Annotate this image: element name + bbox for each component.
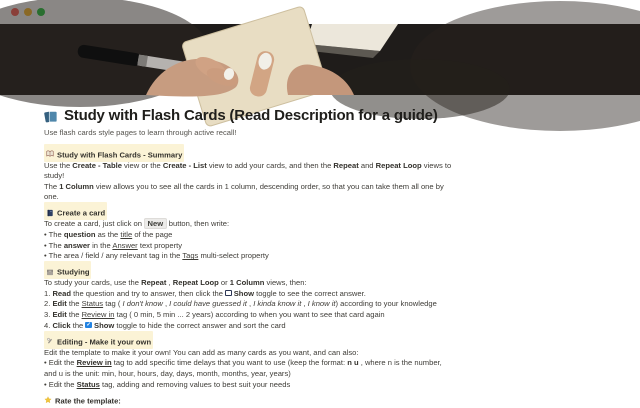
text-line [44,380,596,391]
page-content [0,95,640,406]
text-line [44,348,596,359]
text-segment: answer [63,240,90,250]
text-line [44,358,596,369]
text-segment: 1. [44,288,53,298]
text-segment: Edit [52,299,67,309]
card-box-icon [46,262,57,279]
section-heading: Studying [57,267,90,277]
text-segment: study! [44,171,65,181]
text-line [44,230,596,241]
tools-icon [46,331,57,348]
text-line [44,369,596,380]
text-segment: Show [94,320,115,330]
section-heading-row [44,393,596,406]
text-segment: Repeat [333,160,359,170]
text-segment: tag ( 0 min, 5 min ... 2 years) according to when you want to see that card again [114,310,385,320]
section-heading: Rate the template: [55,396,121,406]
text-line [44,241,596,252]
text-segment: question [63,229,96,239]
text-segment: n u [347,358,359,368]
text-segment: of the page [132,229,173,239]
text-segment: I could have guessed it [169,299,247,309]
text-segment: I kinda know it [253,299,302,309]
text-line [44,321,596,332]
text-segment: • Edit the [44,358,77,368]
text-segment: toggle to see the correct answer. [253,288,366,298]
section-heading: Editing - Make it your own [57,337,152,347]
text-segment: the [66,310,82,320]
text-segment: Status [81,299,104,309]
text-line [44,219,596,230]
text-segment: , [246,299,254,309]
text-segment: • The [44,229,64,239]
text-segment: tag ( [103,299,123,309]
text-segment: multi-select property [198,251,269,261]
checkbox-checked-icon [85,322,92,329]
text-segment: , [301,299,308,309]
text-segment: I don't know [122,299,163,309]
text-segment: the [70,320,86,330]
text-segment: • Edit the [44,379,77,389]
section-heading-row [44,206,596,219]
text-line [44,161,596,172]
text-line [44,182,596,193]
text-segment: tag, adding and removing values to best suit your needs [99,379,291,389]
section-heading-row [44,147,596,160]
text-segment: , where n is the number, [358,358,442,368]
text-segment: and u is the unit: min, hour, hours, day, days, month, months, year, years) [44,368,291,378]
text-line [44,251,596,262]
star-icon [44,390,55,407]
checkbox-unchecked-icon [225,290,232,297]
text-segment: button, then write: [166,219,230,229]
text-segment: Review in [76,358,112,368]
text-segment: Create - Table [72,160,122,170]
text-segment: Repeat [141,278,167,288]
text-segment: 1 Column [59,181,94,191]
text-segment: Create - List [162,160,207,170]
text-line [44,171,596,182]
section-heading: Create a card [57,208,106,218]
text-segment: toggle to hide the correct answer and sort the card [114,320,286,330]
text-segment: Answer [112,240,138,250]
text-line [44,278,596,289]
section-heading: Study with Flash Cards - Summary [57,150,183,159]
text-segment: • The area / field / any relevant tag in the [44,251,183,261]
text-segment: text property [137,240,183,250]
text-segment: 2. [44,299,53,309]
text-segment: as the [95,229,121,239]
text-segment: Click [52,320,71,330]
text-segment: • The [44,240,64,250]
text-segment: views, then: [264,278,307,288]
inline-code: New [144,218,167,229]
text-segment: one. [44,192,59,202]
text-segment: view to add your cards, and then the [206,160,334,170]
page-subtitle: Use flash cards style pages to learn through active recall! [44,128,237,137]
text-segment: The [44,181,60,191]
text-segment: in the [90,240,113,250]
text-line [44,289,596,300]
text-line [44,310,596,321]
text-segment: Repeat Loop [172,278,219,288]
text-segment: title [120,229,133,239]
section-heading-row [44,334,596,347]
text-segment: view or the [121,160,163,170]
text-segment: the [66,299,82,309]
text-segment: view allows you to see all the cards in 1 column, descending order, so that you can take them all one by [93,181,444,191]
page-title: Study with Flash Cards (Read Description for a guide) [64,107,438,124]
sections [44,147,596,406]
text-segment: Edit [52,310,67,320]
section-studying [44,265,596,331]
cover-photo-illustration [0,24,640,95]
text-segment: and [358,160,376,170]
open-book-icon [46,144,57,161]
text-segment: To create a card, just click on [44,219,145,229]
section-study-with-flash-cards-summary [44,147,596,203]
text-segment: , [166,278,173,288]
text-line [44,299,596,310]
text-segment: To study your cards, use the [44,278,142,288]
section-editing-make-it-your-own [44,334,596,390]
text-segment: Read [52,288,72,298]
section-rate-the-template [44,393,596,406]
text-segment: I know it [307,299,336,309]
text-segment: Use the [44,160,73,170]
text-segment: Repeat Loop [375,160,422,170]
text-segment: the question and try to answer, then click the [71,288,226,298]
text-segment: Show [233,288,254,298]
text-segment: views to [421,160,452,170]
notebook-icon [46,203,57,220]
text-segment: 1 Column [229,278,265,288]
text-segment: Status [76,379,100,389]
text-segment: Edit the template to make it your own! You can add as many cards as you want, and can also: [44,347,359,357]
section-heading-row [44,265,596,278]
text-segment: Tags [182,251,199,261]
flash-cards-icon [44,109,58,123]
text-segment: ) according to your knowledge [335,299,437,309]
cover-image [0,24,640,95]
text-segment: tag to add specific time delays that you want to use (keep the format: [111,358,348,368]
text-segment: 3. [44,310,53,320]
text-segment: Review in [81,310,115,320]
text-segment: , [162,299,170,309]
text-line [44,192,596,203]
text-segment: 4. [44,320,53,330]
section-create-a-card [44,206,596,262]
text-segment: or [218,278,230,288]
